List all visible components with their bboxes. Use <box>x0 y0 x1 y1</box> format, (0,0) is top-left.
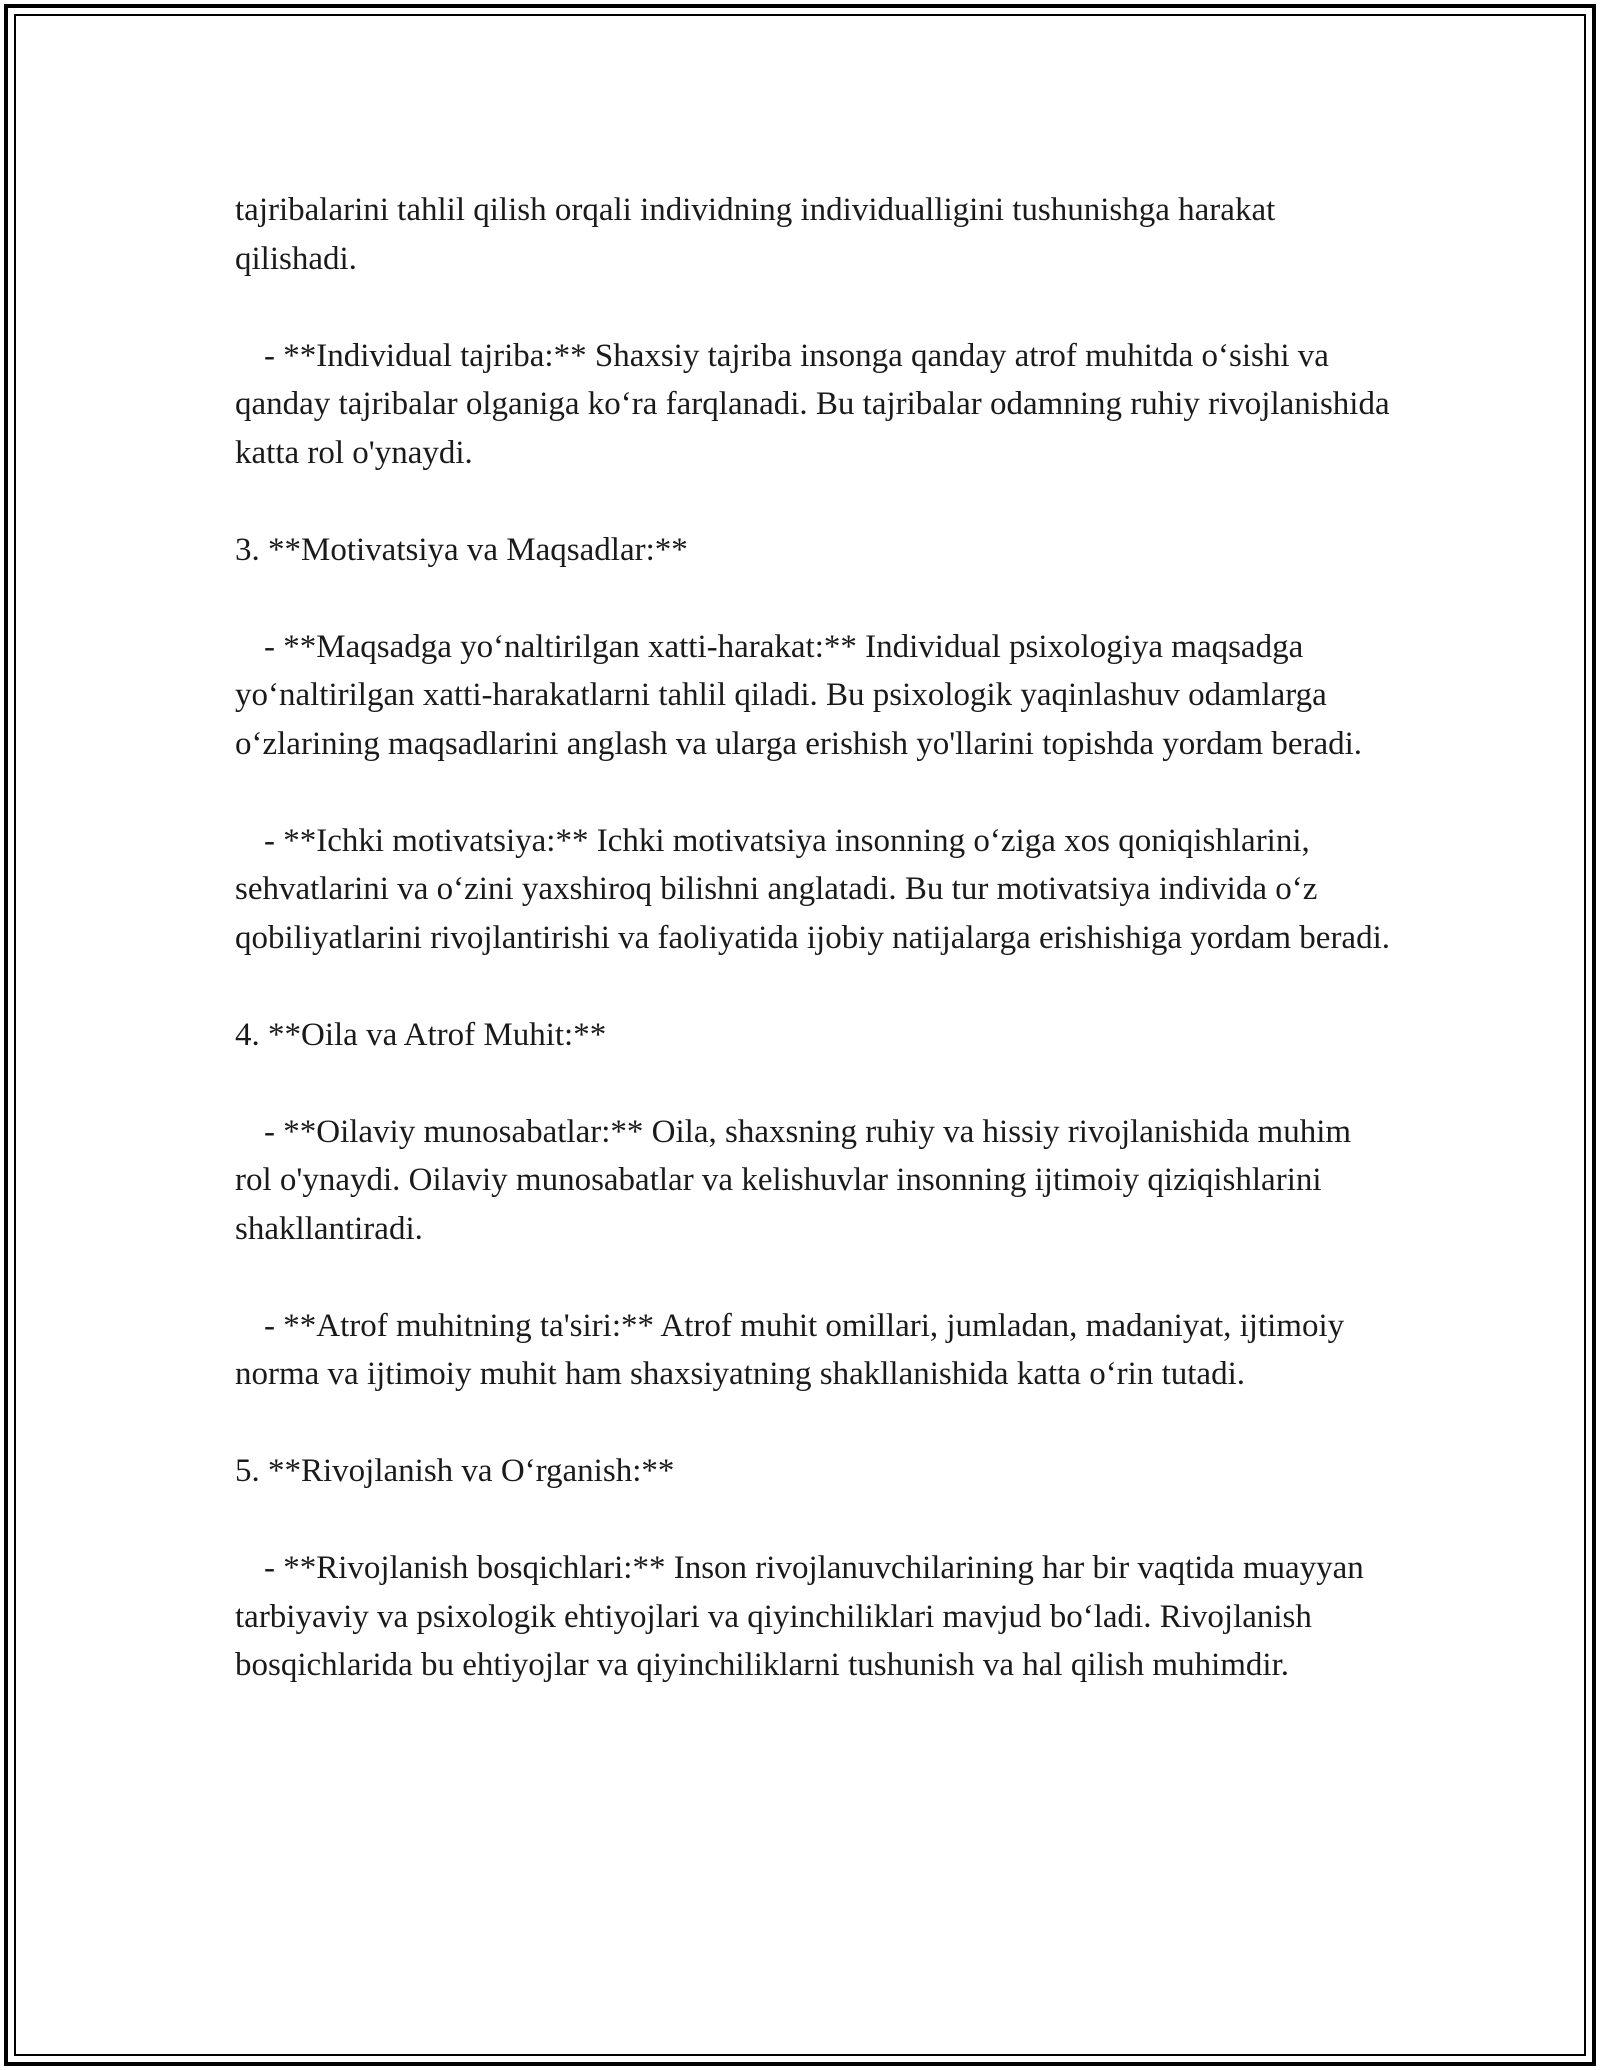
bullet-maqsadga-yonaltirilgan: - **Maqsadga yo‘naltirilgan xatti-harakat:** Individual psixologiya maqsadga yo‘naltirilgan xatti-harakatlarni tahlil qiladi. Bu psixologik yaqinlashuv odamlarga o‘zlarining maqsadlarini anglash va ularga erishish yo'llarini topishda yordam beradi. <box>235 628 1363 762</box>
section-heading-motivatsiya: 3. **Motivatsiya va Maqsadlar:** <box>235 531 688 568</box>
bullet-individual-tajriba: - **Individual tajriba:** Shaxsiy tajriba insonga qanday atrof muhitda o‘sishi va qanday tajribalar olganiga ko‘ra farqlanadi. Bu tajribalar odamning ruhiy rivojlanishida katta rol o'ynaydi. <box>235 337 1390 471</box>
section-heading-rivojlanish: 5. **Rivojlanish va O‘rganish:** <box>235 1453 675 1489</box>
document-body <box>235 186 1395 1738</box>
bullet-ichki-motivatsiya: - **Ichki motivatsiya:** Ichki motivatsiya insonning o‘ziga xos qoniqishlarini, sehvatlarini va o‘zini yaxshiroq bilishni anglatadi. Bu tur motivatsiya individa o‘z qobiliyatlarini rivojlantirishi va faoliyatida ijobiy natijalarga erishishiga yordam beradi. <box>235 822 1390 956</box>
bullet-rivojlanish-bosqichlari: - **Rivojlanish bosqichlari:** Inson rivojlanuvchilarining har bir vaqtida muayyan tarbiyaviy va psixologik ehtiyojlari va qiyinchiliklari mavjud bo‘ladi. Rivojlanish bosqichlarida bu ehtiyojlar va qiyinchiliklarni tushunish va hal qilish muhimdir. <box>235 1550 1364 1683</box>
paragraph-continuation: tajribalarini tahlil qilish orqali individning individualligini tushunishga harakat qilishadi. <box>235 192 1276 277</box>
bullet-atrof-muhit-tasiri: - **Atrof muhitning ta'siri:** Atrof muhit omillari, jumladan, madaniyat, ijtimoiy norma va ijtimoiy muhit ham shaxsiyatning shakllanishida katta o‘rin tutadi. <box>235 1307 1345 1392</box>
section-heading-oila: 4. **Oila va Atrof Muhit:** <box>235 1016 607 1053</box>
bullet-oilaviy-munosabatlar: - **Oilaviy munosabatlar:** Oila, shaxsning ruhiy va hissiy rivojlanishida muhim rol o'ynaydi. Oilaviy munosabatlar va kelishuvlar insonning ijtimoiy qiziqishlarini shakllantiradi. <box>235 1113 1352 1247</box>
